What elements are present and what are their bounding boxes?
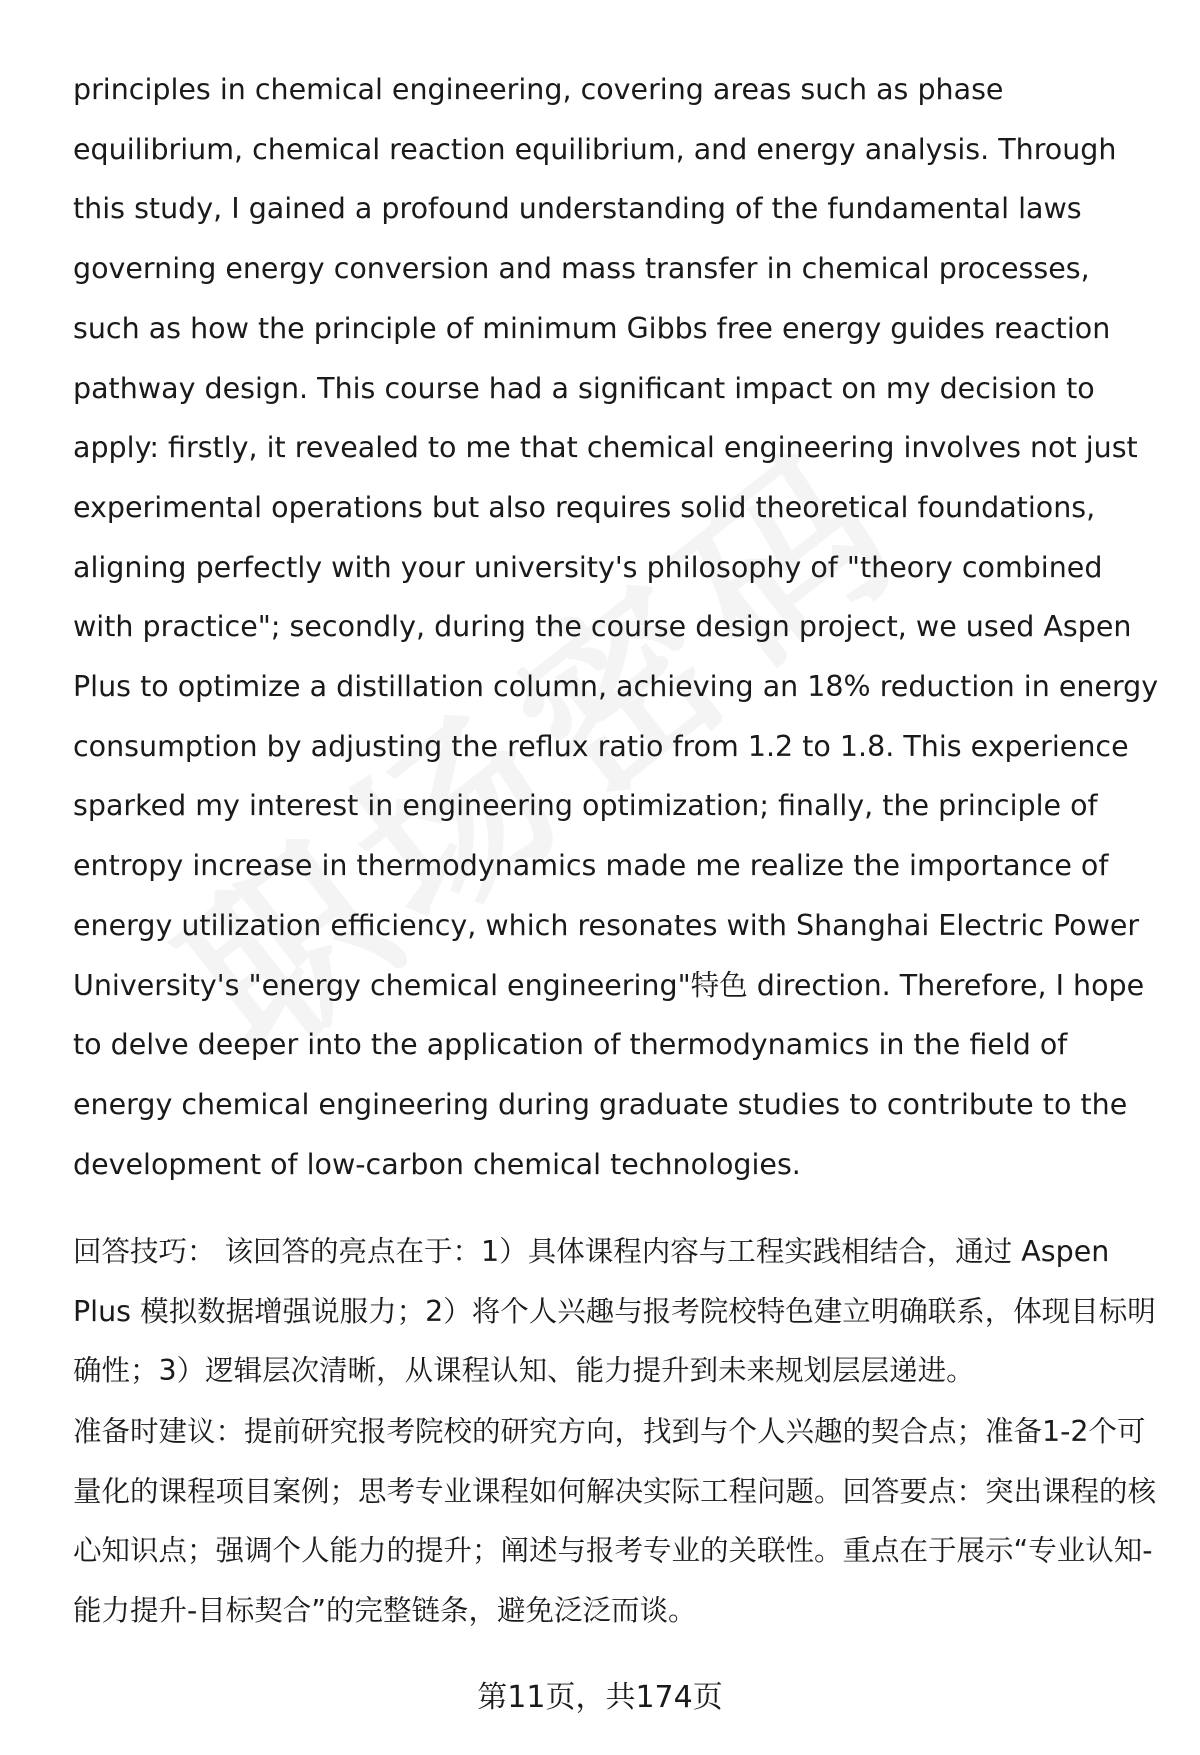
- page-number-footer: 第11页，共174页: [477, 1680, 723, 1715]
- preparation-advice-paragraph: 准备时建议：提前研究报考院校的研究方向，找到与个人兴趣的契合点；准备1-2个可量化的课程项目案例；思考专业课程如何解决实际工程问题。回答要点：突出课程的核心知识点；强调个人能力的提升；阐述与报考专业的关联性。重点在于展示“专业认知-能力提升-目标契合”的完整链条，避免泛泛而谈。: [73, 1415, 1157, 1628]
- answer-tips-paragraph: 回答技巧： 该回答的亮点在于：1）具体课程内容与工程实践相结合，通过 Aspen Plus 模拟数据增强说服力；2）将个人兴趣与报考院校特色建立明确联系，体现目标明确性；3）逻辑层次清晰，从课程认知、能力提升到未来规划层层递进。: [73, 1235, 1156, 1388]
- answer-paragraph: principles in chemical engineering, covering areas such as phase equilibrium, chemical reaction equilibrium, and energy analysis. Through this study, I gained a profound understanding of the fundamental laws governing energy conversion and mass transfer in chemical processes, such as how the principle of minimum Gibbs free energy guides reaction pathway design. This course had a significant impact on my decision to apply: firstly, it revealed to me that chemical engineering involves not just experimental operations but also requires solid theoretical foundations, aligning perfectly with your university's philosophy of "theory combined with practice"; secondly, during the course design project, we used Aspen Plus to optimize a distillation column, achieving an 18% reduction in energy consumption by adjusting the reflux ratio from 1.2 to 1.8. This experience sparked my interest in engineering optimization; finally, the principle of entropy increase in thermodynamics made me realize the importance of energy utilization efficiency, which resonates with Shanghai Electric Power University's "energy chemical engineering"特色 direction. Therefore, I hope to delve deeper into the application of thermodynamics in the field of energy chemical engineering during graduate studies to contribute to the development of low-carbon chemical technologies.: [73, 73, 1159, 1181]
